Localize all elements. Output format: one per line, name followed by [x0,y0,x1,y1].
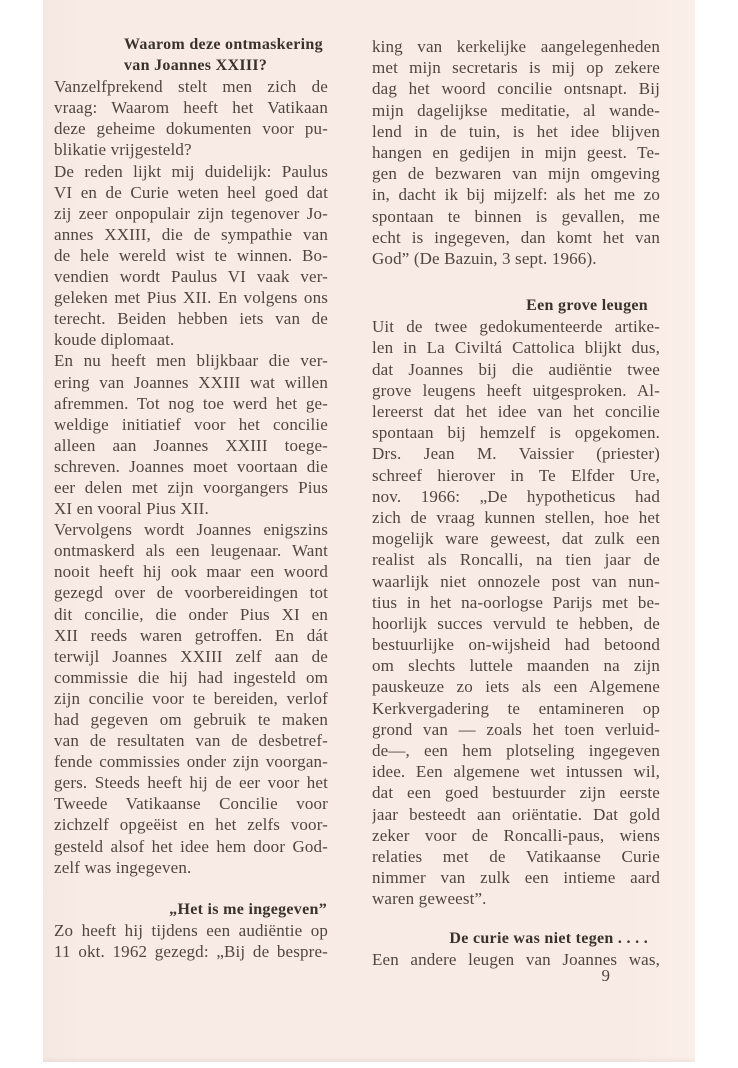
text-line: eer delen met zijn voorgangers Pius [54,477,328,497]
text-line: Een andere leugen van Joannes was, [372,949,660,969]
text-line: relaties met de Vatikaanse Curie [372,846,660,866]
text-line: afremmen. Tot nog toe werd het ge- [54,393,328,413]
text-line: zeker voor de Roncalli-paus, wiens [372,825,660,845]
text-line: annes XXIII, die de sympathie van [54,224,328,244]
text-line: echt is ingegeven, dan komt het van [372,227,660,247]
text-line: commissie die hij had ingesteld om [54,667,328,687]
text-line: lereerst dat het idee van het concilie [372,402,660,421]
text-line: vendien wordt Paulus VI vaak ver- [54,267,328,287]
text-line: Drs. Jean M. Vaissier (priester) [372,444,660,464]
text-line: hoorlijk succes vervuld te hebben, de [372,613,660,633]
text-line: weldige initiatief voor het concilie [54,414,328,434]
text-line: spontaan te binnen is gevallen, me [372,206,660,226]
text-line: vraag: Waarom heeft het Vatikaan [54,98,328,118]
text-line: terecht. Beiden hebben iets van de [54,309,328,329]
text-column-right [372,36,660,970]
text-line: ering van Joannes XXIII wat willen [54,372,328,392]
text-line: schreef hierover in Te Elfder Ure, [372,465,660,485]
text-line: de hele wereld wist te winnen. Bo- [54,245,328,265]
text-line: VI en de Curie weten heel goed dat [54,182,328,202]
text-line: mijn dagelijkse meditatie, al wande- [372,100,660,120]
text-line: zichzelf opgeëist en het zelfs voor- [54,815,328,835]
text-column-left [54,34,328,962]
text-line: geleken met Pius XII. En volgens ons [54,288,328,308]
text-line: nooit heeft hij ook maar een woord [54,562,328,582]
text-line: de—, een hem plotseling ingegeven [372,741,660,760]
text-line: waarlijk niet onnozele post van nun- [372,571,660,591]
text-line: koude diplomaat. [54,330,175,350]
page-number: 9 [601,966,610,985]
text-line: Kerkvergadering te entamineren op [372,698,660,718]
text-line: in, dacht ik bij mijzelf: als het me zo [372,185,660,205]
text-line: 11 okt. 1962 gezegd: „Bij de bespre- [54,942,328,962]
text-line: En nu heeft men blijkbaar die ver- [54,351,328,371]
text-line: Uit de twee gedokumenteerde artike- [372,317,660,337]
text-line: Vervolgens wordt Joannes enigszins [54,520,328,540]
text-line: fende commissies onder zijn voorgan- [54,752,328,772]
text-line: bestuurlijke on-wijsheid had betoond [372,635,660,655]
text-line: dat Joannes bij die audiëntie twee [372,359,660,379]
text-line: XII reeds waren getroffen. En dát [54,625,328,645]
article-heading [54,34,328,76]
heading-line: Waarom deze ontmaskering [124,36,323,53]
text-line: grond van — zoals het toen verluid- [372,719,660,739]
text-line: dag het woord concilie ontsnapt. Bij [372,79,660,99]
text-line: nov. 1966: „De hypotheticus had [372,486,660,506]
text-line: zijn concilie voor te bereiden, verlof [54,688,328,708]
text-line: spontaan bij hemzelf is opgekomen. [372,423,660,443]
text-line: Tweede Vatikaanse Concilie voor [54,794,328,814]
text-line: zelf was ingegeven. [54,857,192,877]
text-line: om slechts luttele maanden na zijn [372,656,660,676]
text-line: lend in de tuin, is het idee blijven [372,121,660,141]
text-line: dat een goed bestuurder zijn eerste [372,783,660,803]
text-line: ontmaskerd als een leugenaar. Want [54,541,328,561]
text-line: Vanzelfprekend stelt men zich de [54,77,328,97]
text-line: mogelijk ware geweest, dat zulk een [372,529,660,549]
text-line: van de resultaten van de desbetref- [54,731,328,751]
text-line: gen de bezwaren van mijn omgeving [372,164,660,184]
text-line: zich de vraag kunnen stellen, hoe het [372,507,660,527]
text-line: gesteld alsof het idee hem door God- [54,836,328,856]
text-line: blikatie vrijgesteld? [54,140,192,160]
text-line: gezegd over de voorbereidingen tot [54,583,328,603]
section-subheading: De curie was niet tegen . . . . [449,929,648,947]
heading-line: van Joannes XXIII? [124,57,268,75]
text-line: jaar besteedt aan oriëntatie. Dat gold [372,804,660,824]
text-line: terwijl Joannes XXIII zelf aan de [54,646,328,666]
text-line: deze geheime dokumenten voor pu- [54,119,328,139]
text-line: hangen en gedijen in mijn geest. Te- [372,142,660,162]
text-line: met mijn secretaris is mij op zekere [372,58,660,78]
section-subheading: „Het is me ingegeven” [169,900,327,918]
text-line: tius in het na-oorlogse Parijs met be- [372,592,660,612]
text-line: waren geweest”. [372,889,487,909]
text-line: grove leugens heeft uitgesproken. Al- [372,380,660,400]
text-line: dit concilie, die onder Pius XI en [54,604,328,624]
text-line: had gegeven om gebruik te maken [54,710,328,729]
text-line: God” (De Bazuin, 3 sept. 1966). [372,248,597,268]
text-line: nimmer van zulk een intieme aard [372,868,660,888]
text-line: De reden lijkt mij duidelijk: Paulus [54,161,328,181]
text-line: len in La Civiltá Cattolica blijkt dus, [372,338,660,358]
text-line: pauskeuze zo iets als een Algemene [372,677,660,697]
text-line: Zo heeft hij tijdens een audiëntie op [54,920,328,940]
text-line: zij zeer onpopulair zijn tegenover Jo- [54,203,328,223]
text-line: alleen aan Joannes XXIII toege- [54,435,328,455]
book-page [43,0,695,1062]
text-line: king van kerkelijke aangelegenheden [372,37,660,56]
text-line: realist als Roncalli, na tien jaar de [372,550,660,570]
text-line: gers. Steeds heeft hij de eer voor het [54,773,328,793]
text-line: idee. Een algemene wet intussen wil, [372,762,660,782]
text-line: XI en vooral Pius XII. [54,499,209,519]
text-line: schreven. Joannes moet voortaan die [54,456,328,476]
section-subheading: Een grove leugen [526,297,648,315]
